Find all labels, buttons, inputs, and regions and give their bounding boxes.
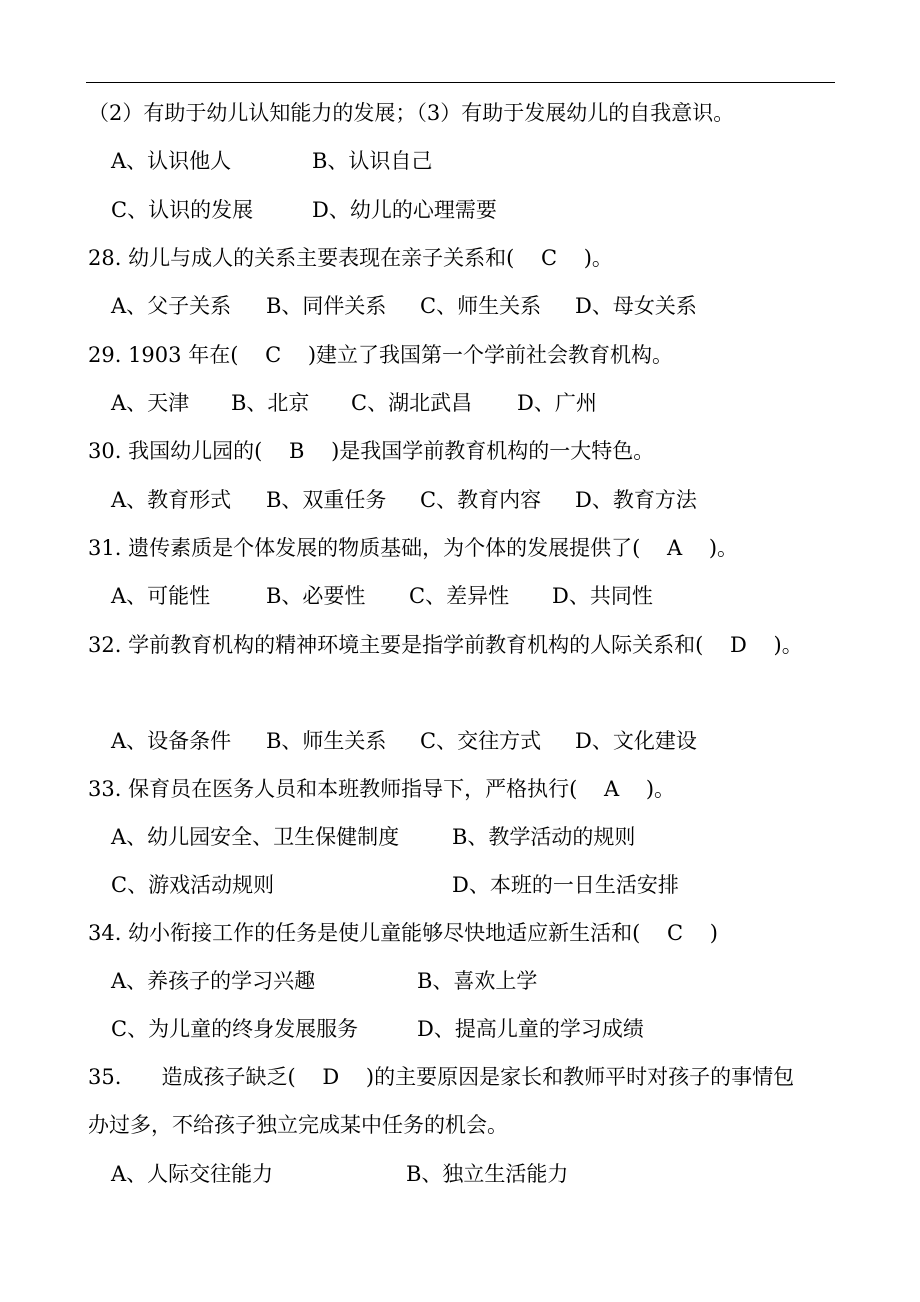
option-a: A、幼儿园安全、卫生保健制度 xyxy=(111,825,400,849)
option-b: B、认识自己 xyxy=(312,149,433,173)
question-31: 31. 遗传素质是个体发展的物质基础，为个体的发展提供了( A )。 xyxy=(88,536,739,560)
option-c: C、湖北武昌 xyxy=(351,391,473,415)
option-d: D、共同性 xyxy=(552,584,653,608)
option-c: C、为儿童的终身发展服务 xyxy=(111,1017,359,1041)
option-a: A、人际交往能力 xyxy=(111,1162,274,1186)
option-c: C、认识的发展 xyxy=(111,198,254,222)
option-a: A、天津 xyxy=(111,391,190,415)
option-c: C、教育内容 xyxy=(420,488,542,512)
option-b: B、教学活动的规则 xyxy=(452,825,636,849)
question-30: 30. 我国幼儿园的( B )是我国学前教育机构的一大特色。 xyxy=(88,439,655,463)
options-35 xyxy=(111,1160,569,1272)
option-d: D、教育方法 xyxy=(575,488,697,512)
option-d: D、提高儿童的学习成绩 xyxy=(417,1017,644,1041)
option-a: A、可能性 xyxy=(111,584,211,608)
question-34: 34. 幼小衔接工作的任务是使儿童能够尽快地适应新生活和( C ) xyxy=(88,921,718,945)
option-b: B、必要性 xyxy=(266,584,366,608)
question-28: 28. 幼儿与成人的关系主要表现在亲子关系和( C )。 xyxy=(88,246,613,270)
option-b: B、同伴关系 xyxy=(266,294,387,318)
question-32: 32. 学前教育机构的精神环境主要是指学前教育机构的人际关系和( D )。 xyxy=(88,633,803,657)
option-a: A、教育形式 xyxy=(111,488,232,512)
option-a: A、父子关系 xyxy=(111,294,232,318)
option-b: B、师生关系 xyxy=(266,729,387,753)
question-27-continuation: （2）有助于幼儿认知能力的发展；（3）有助于发展幼儿的自我意识。 xyxy=(88,101,735,125)
option-d: D、文化建设 xyxy=(575,729,697,753)
option-c: C、师生关系 xyxy=(420,294,542,318)
option-d: D、广州 xyxy=(517,391,597,415)
option-c: C、差异性 xyxy=(409,584,510,608)
option-d: D、母女关系 xyxy=(575,294,697,318)
option-c: C、交往方式 xyxy=(420,729,542,753)
question-35-continuation: 办过多，不给孩子独立完成某中任务的机会。 xyxy=(88,1113,508,1137)
option-d: D、幼儿的心理需要 xyxy=(312,198,497,222)
option-b: B、北京 xyxy=(231,391,310,415)
option-b: B、喜欢上学 xyxy=(417,969,538,993)
option-c: C、游戏活动规则 xyxy=(111,873,275,897)
question-33: 33. 保育员在医务人员和本班教师指导下，严格执行( A )。 xyxy=(88,777,676,801)
option-a: A、设备条件 xyxy=(111,729,232,753)
header-rule xyxy=(86,82,835,83)
option-d: D、本班的一日生活安排 xyxy=(452,873,679,897)
question-35: 35. 造成孩子缺乏( D )的主要原因是家长和教师平时对孩子的事情包 xyxy=(88,1065,795,1089)
option-a: A、认识他人 xyxy=(111,149,232,173)
option-b: B、独立生活能力 xyxy=(406,1162,569,1186)
option-b: B、双重任务 xyxy=(266,488,387,512)
option-a: A、养孩子的学习兴趣 xyxy=(111,969,316,993)
question-29: 29. 1903 年在( C )建立了我国第一个学前社会教育机构。 xyxy=(88,343,674,367)
